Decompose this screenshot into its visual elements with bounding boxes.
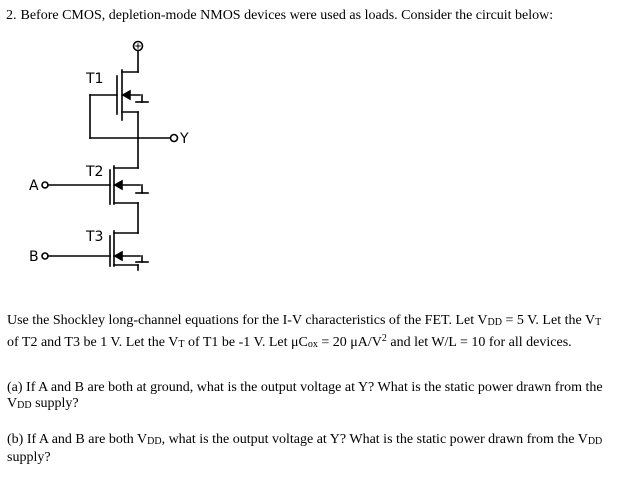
text-run: (b) If A and B are both V xyxy=(7,432,148,447)
text-run: supply? xyxy=(31,396,79,411)
subscript: DD xyxy=(587,436,603,447)
t2-label: T2 xyxy=(86,164,104,180)
text-run: Use the Shockley long-channel equations for the I-V characteristics of the FET. Let V xyxy=(7,313,488,328)
input-b-terminal xyxy=(42,253,48,259)
input-a-terminal xyxy=(42,182,48,188)
text-run: , what is the output voltage at Y? What is the static power drawn from the V xyxy=(161,432,588,447)
t2-body-arrow xyxy=(115,181,122,189)
text-run: of T2 and T3 be 1 V. Let the V xyxy=(7,335,179,350)
nmos-circuit-schematic xyxy=(0,0,300,300)
question-part-a xyxy=(7,380,607,414)
text-run: of T1 be -1 V. Let μC xyxy=(184,335,308,350)
question-number: 2. xyxy=(6,8,17,23)
output-y-terminal xyxy=(171,135,178,142)
text-run: and let W/L = 10 for all devices. xyxy=(386,335,572,350)
input-b-label: B xyxy=(29,249,39,265)
t3-label: T3 xyxy=(86,229,104,245)
subscript: ox xyxy=(307,339,318,350)
t1-body-arrow xyxy=(123,91,130,99)
output-y-label: Y xyxy=(180,131,189,147)
transistor-t3 xyxy=(110,231,148,266)
question-intro: Before CMOS, depletion-mode NMOS devices were used as loads. Consider the circuit below: xyxy=(20,8,554,23)
text-run: = 5 V. Let the V xyxy=(501,313,596,328)
subscript: T xyxy=(178,339,185,350)
subscript: DD xyxy=(17,400,32,411)
text-run: supply? xyxy=(7,450,51,465)
text-run: = 20 μA/V xyxy=(317,335,382,350)
question-part-b xyxy=(7,432,607,466)
t1-label: T1 xyxy=(86,71,104,87)
subscript: T xyxy=(595,317,602,328)
subscript: DD xyxy=(147,436,162,447)
text-run: (a) If A and B are both at ground, what is the output voltage at Y? What is the static power drawn from the V xyxy=(7,380,603,411)
superscript: 2 xyxy=(381,333,387,344)
subscript: DD xyxy=(487,317,502,328)
parameters-paragraph xyxy=(7,313,607,353)
t3-body-arrow xyxy=(115,252,122,260)
input-a-label: A xyxy=(29,178,39,194)
